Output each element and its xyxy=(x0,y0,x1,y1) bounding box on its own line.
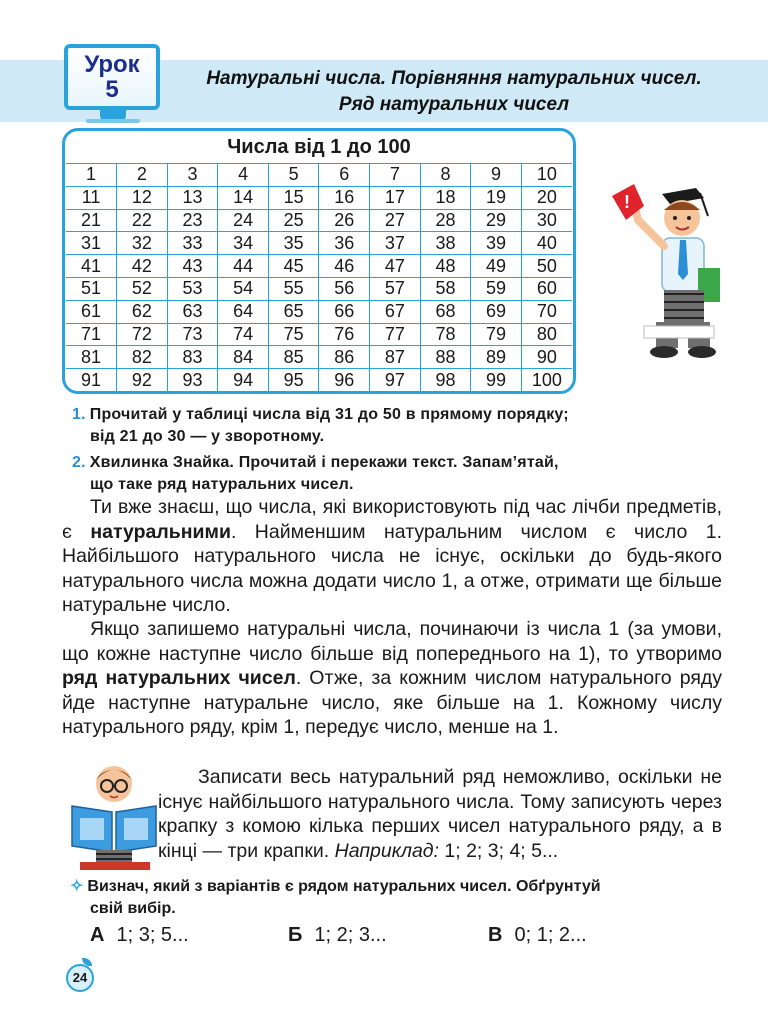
table-cell: 85 xyxy=(268,346,319,369)
table-cell: 2 xyxy=(117,164,168,187)
option-a-letter: А xyxy=(90,924,105,946)
table-cell: 17 xyxy=(370,186,421,209)
table-cell: 3 xyxy=(167,164,218,187)
table-cell: 96 xyxy=(319,369,370,391)
table-cell: 86 xyxy=(319,346,370,369)
table-cell: 61 xyxy=(66,300,117,323)
table-cell: 49 xyxy=(471,255,522,278)
table-cell: 97 xyxy=(370,369,421,391)
table-cell: 76 xyxy=(319,323,370,346)
p3-example-values: 1; 2; 3; 4; 5... xyxy=(438,839,559,862)
table-cell: 39 xyxy=(471,232,522,255)
table-row xyxy=(66,209,572,232)
p1-text-a: Ти вже знаєш, що числа, які використовують під час лічби предметів, є xyxy=(62,496,722,543)
table-cell: 53 xyxy=(167,277,218,300)
table-cell: 81 xyxy=(66,346,117,369)
table-cell: 98 xyxy=(420,369,471,391)
table-cell: 42 xyxy=(117,255,168,278)
question-line2: свій вибір. xyxy=(90,900,176,917)
table-cell: 19 xyxy=(471,186,522,209)
table-cell: 32 xyxy=(117,232,168,255)
table-cell: 36 xyxy=(319,232,370,255)
table-cell: 51 xyxy=(66,277,117,300)
table-cell: 82 xyxy=(117,346,168,369)
table-row xyxy=(66,277,572,300)
table-cell: 18 xyxy=(420,186,471,209)
table-cell: 43 xyxy=(167,255,218,278)
table-cell: 28 xyxy=(420,209,471,232)
table-cell: 20 xyxy=(521,186,572,209)
task-1 xyxy=(72,404,732,448)
table-cell: 47 xyxy=(370,255,421,278)
p1-term-natural: натуральними xyxy=(90,520,231,543)
table-cell: 22 xyxy=(117,209,168,232)
table-cell: 55 xyxy=(268,277,319,300)
table-cell: 95 xyxy=(268,369,319,391)
task-2-line1: Хвилинка Знайка. Прочитай і перекажи текст. Запам’ятай, xyxy=(89,454,559,471)
table-cell: 38 xyxy=(420,232,471,255)
table-cell: 15 xyxy=(268,186,319,209)
table-cell: 10 xyxy=(521,164,572,187)
table-cell: 26 xyxy=(319,209,370,232)
task-1-number: 1. xyxy=(72,406,86,423)
table-cell: 33 xyxy=(167,232,218,255)
p2-term-natural-series: ряд натуральних чисел xyxy=(62,667,296,689)
paragraph-3 xyxy=(158,765,722,863)
table-cell: 87 xyxy=(370,346,421,369)
table-cell: 68 xyxy=(420,300,471,323)
table-cell: 73 xyxy=(167,323,218,346)
option-c-letter: В xyxy=(488,924,503,946)
table-cell: 94 xyxy=(218,369,269,391)
table-cell: 46 xyxy=(319,255,370,278)
table-cell: 6 xyxy=(319,164,370,187)
table-cell: 4 xyxy=(218,164,269,187)
table-cell: 7 xyxy=(370,164,421,187)
table-row xyxy=(66,186,572,209)
table-row xyxy=(66,255,572,278)
table-cell: 62 xyxy=(117,300,168,323)
table-cell: 60 xyxy=(521,277,572,300)
table-cell: 59 xyxy=(471,277,522,300)
option-a xyxy=(90,924,189,947)
table-cell: 34 xyxy=(218,232,269,255)
table-cell: 90 xyxy=(521,346,572,369)
table-row xyxy=(66,346,572,369)
option-b-letter: Б xyxy=(288,924,303,946)
table-cell: 24 xyxy=(218,209,269,232)
table-cell: 12 xyxy=(117,186,168,209)
diamond-icon: ✧ xyxy=(70,878,84,895)
question-line1: Визнач, який з варіантів є рядом натуральних чисел. Обґрунтуй xyxy=(87,878,601,895)
table-cell: 1 xyxy=(66,164,117,187)
table-cell: 30 xyxy=(521,209,572,232)
page-number: 24 xyxy=(66,964,94,992)
option-b xyxy=(288,924,387,947)
table-cell: 13 xyxy=(167,186,218,209)
table-cell: 44 xyxy=(218,255,269,278)
table-row xyxy=(66,164,572,187)
table-cell: 80 xyxy=(521,323,572,346)
table-cell: 56 xyxy=(319,277,370,300)
table-cell: 69 xyxy=(471,300,522,323)
table-cell: 29 xyxy=(471,209,522,232)
p3-text-a: Записати весь натуральний ряд неможливо, оскільки не існує найбільшого натурального числа. Тому записують через крапку з комою кілька перших чисел натурального ряду, а в кінці — три крапки. xyxy=(158,766,722,862)
lesson-badge xyxy=(64,44,160,110)
table-cell: 50 xyxy=(521,255,572,278)
option-a-value: 1; 3; 5... xyxy=(116,924,189,946)
table-cell: 92 xyxy=(117,369,168,391)
table-cell: 83 xyxy=(167,346,218,369)
task-1-line1: Прочитай у таблиці числа від 31 до 50 в прямому порядку; xyxy=(89,406,569,423)
p3-example-label: Наприклад: xyxy=(334,839,439,862)
table-cell: 37 xyxy=(370,232,421,255)
student-figure-illustration xyxy=(604,176,738,366)
table-row xyxy=(66,232,572,255)
table-cell: 58 xyxy=(420,277,471,300)
table-cell: 16 xyxy=(319,186,370,209)
svg-text:!: ! xyxy=(624,192,630,212)
table-cell: 84 xyxy=(218,346,269,369)
table-cell: 66 xyxy=(319,300,370,323)
table-cell: 35 xyxy=(268,232,319,255)
table-cell: 21 xyxy=(66,209,117,232)
table-cell: 89 xyxy=(471,346,522,369)
table-row xyxy=(66,300,572,323)
table-cell: 54 xyxy=(218,277,269,300)
table-cell: 67 xyxy=(370,300,421,323)
option-c xyxy=(488,924,587,947)
paragraph-2 xyxy=(62,617,722,740)
table-cell: 25 xyxy=(268,209,319,232)
table-cell: 74 xyxy=(218,323,269,346)
option-c-value: 0; 1; 2... xyxy=(514,924,587,946)
table-cell: 11 xyxy=(66,186,117,209)
table-cell: 100 xyxy=(521,369,572,391)
lesson-title-line1: Натуральні числа. Порівняння натуральних чисел. xyxy=(206,68,702,89)
table-cell: 9 xyxy=(471,164,522,187)
number-table xyxy=(66,163,572,391)
table-row xyxy=(66,323,572,346)
table-cell: 45 xyxy=(268,255,319,278)
p2-text-a: Якщо запишемо натуральні числа, починаючи із числа 1 (за умови, що кожне наступне число більше від попереднього на 1), то утворимо xyxy=(62,618,722,665)
table-cell: 78 xyxy=(420,323,471,346)
table-cell: 52 xyxy=(117,277,168,300)
table-cell: 75 xyxy=(268,323,319,346)
lesson-word: Урок xyxy=(84,51,140,78)
table-cell: 14 xyxy=(218,186,269,209)
reading-boy-illustration xyxy=(66,760,162,872)
table-cell: 64 xyxy=(218,300,269,323)
lesson-title xyxy=(190,66,718,118)
table-cell: 79 xyxy=(471,323,522,346)
p2-text-c: . Отже, за кожним числом натурального ряду йде наступне натуральне число, яке більше на 1. Кожному числу натурального ряду, крім 1, передує число, менше на 1. xyxy=(62,667,723,738)
table-cell: 65 xyxy=(268,300,319,323)
lesson-title-line2: Ряд натуральних чисел xyxy=(338,94,570,115)
lesson-number: 5 xyxy=(105,76,119,103)
table-cell: 8 xyxy=(420,164,471,187)
task-1-line2: від 21 до 30 — у зворотному. xyxy=(90,428,325,445)
table-cell: 41 xyxy=(66,255,117,278)
table-cell: 40 xyxy=(521,232,572,255)
table-row xyxy=(66,369,572,391)
table-cell: 63 xyxy=(167,300,218,323)
table-cell: 23 xyxy=(167,209,218,232)
table-cell: 70 xyxy=(521,300,572,323)
paragraph-1 xyxy=(62,495,722,618)
table-cell: 88 xyxy=(420,346,471,369)
question-task xyxy=(70,876,730,920)
table-cell: 77 xyxy=(370,323,421,346)
number-table-title: Числа від 1 до 100 xyxy=(227,136,411,158)
table-cell: 5 xyxy=(268,164,319,187)
monitor-base-icon xyxy=(86,119,140,123)
task-2-number: 2. xyxy=(72,454,86,471)
task-2 xyxy=(72,452,732,496)
table-cell: 93 xyxy=(167,369,218,391)
table-cell: 99 xyxy=(471,369,522,391)
table-cell: 72 xyxy=(117,323,168,346)
p1-text-c: . Найменшим натуральним числом є число 1. Найбільшого натурального числа не існує, оскільки до будь-якого натурального числа можна додати число 1, а отже, отримати ще більше натуральне число. xyxy=(62,520,722,616)
table-cell: 91 xyxy=(66,369,117,391)
table-cell: 48 xyxy=(420,255,471,278)
table-cell: 27 xyxy=(370,209,421,232)
table-cell: 57 xyxy=(370,277,421,300)
table-cell: 71 xyxy=(66,323,117,346)
table-cell: 31 xyxy=(66,232,117,255)
option-b-value: 1; 2; 3... xyxy=(314,924,387,946)
task-2-line2: що таке ряд натуральних чисел. xyxy=(90,476,354,493)
